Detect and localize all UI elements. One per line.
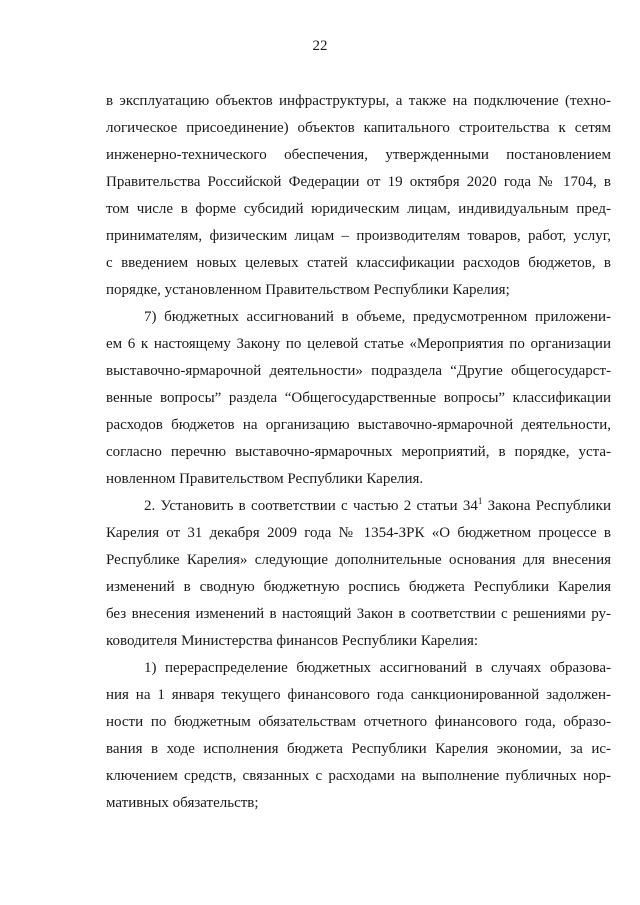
- text-line: согласно перечню выставочно-ярмарочных мероприятий, в порядке, уста-: [106, 444, 611, 460]
- text-line: Республике Карелия» следующие дополнительные основания для внесения: [106, 552, 611, 568]
- text-line: в эксплуатацию объектов инфраструктуры, а также на подключение (техно-: [106, 93, 611, 109]
- text-line: Карелия от 31 декабря 2009 года № 1354-ЗРК «О бюджетном процессе в: [106, 525, 611, 541]
- text-line: без внесения изменений в настоящий Закон в соответствии с решениями ру-: [106, 606, 611, 622]
- text-line: выставочно-ярмарочной деятельности» подраздела “Другие общегосударст-: [106, 363, 611, 379]
- text-line: инженерно-технического обеспечения, утвержденными постановлением: [106, 147, 611, 163]
- text-fragment: Закона Республики: [482, 498, 611, 514]
- text-line: изменений в сводную бюджетную роспись бюджета Республики Карелия: [106, 579, 611, 595]
- page-number: 22: [312, 38, 328, 54]
- document-body: [106, 88, 611, 817]
- text-fragment: 2. Установить в соответствии с частью 2 статьи 34: [144, 498, 478, 514]
- paragraph-end-line: мативных обязательств;: [106, 795, 259, 811]
- text-line: ности по бюджетным обязательствам отчетного финансового года, образо-: [106, 714, 611, 730]
- paragraph-end-line: порядке, установленном Правительством Республики Карелия;: [106, 282, 510, 298]
- text-line: вания в ходе исполнения бюджета Республики Карелия экономии, за ис-: [106, 741, 611, 757]
- text-line: расходов бюджетов на организацию выставочно-ярмарочной деятельности,: [106, 417, 611, 433]
- text-line: принимателям, физическим лицам – производителям товаров, работ, услуг,: [106, 228, 611, 244]
- text-line: венные вопросы” раздела “Общегосударственные вопросы” классификации: [106, 390, 611, 406]
- text-line: с введением новых целевых статей классификации расходов бюджетов, в: [106, 255, 611, 271]
- text-line: Правительства Российской Федерации от 19 октября 2020 года № 1704, в: [106, 174, 611, 190]
- paragraph-start-line: 1) перераспределение бюджетных ассигнований в случаях образова-: [144, 660, 611, 676]
- paragraph-start-line: [106, 493, 611, 520]
- text-line: ключением средств, связанных с расходами на выполнение публичных нор-: [106, 768, 611, 784]
- text-line: ния на 1 января текущего финансового года санкционированной задолжен-: [106, 687, 611, 703]
- text-line: ем 6 к настоящему Закону по целевой статье «Мероприятия по организации: [106, 336, 611, 352]
- text-line: том числе в форме субсидий юридическим лицам, индивидуальным пред-: [106, 201, 611, 217]
- superscript-number: 1: [477, 496, 483, 506]
- paragraph-start-line: 7) бюджетных ассигнований в объеме, предусмотренном приложени-: [144, 309, 611, 325]
- text-line: логическое присоединение) объектов капитального строительства к сетям: [106, 120, 611, 136]
- paragraph-end-line: новленном Правительством Республики Карелия.: [106, 471, 424, 487]
- paragraph-end-line: ководителя Министерства финансов Республики Карелия:: [106, 633, 479, 649]
